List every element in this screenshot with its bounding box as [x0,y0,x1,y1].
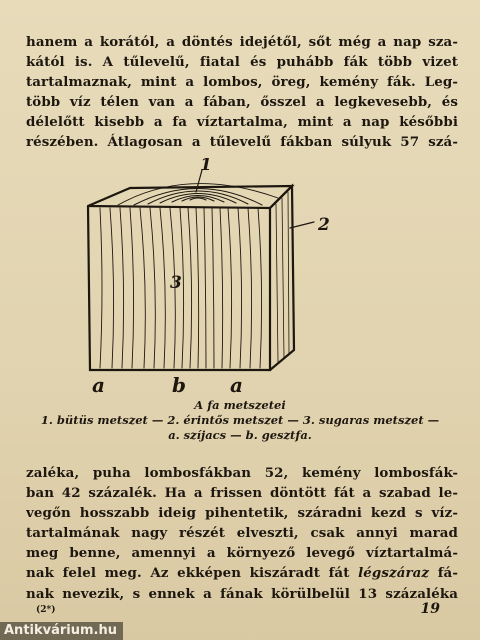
figure-label-2: 2 [318,215,330,235]
figure-label-b: b [172,373,186,396]
top-paragraph [26,32,458,153]
text-line: meg benne, amennyi a környező levegő víztartalmá- [26,545,458,562]
caption-line: 1. bütüs metszet — 2. érintős metszet — 3. sugaras metszet — [40,413,440,427]
figure-label-3: 3 [170,273,182,293]
text-fragment: fá- [429,565,458,582]
figure-label-a-right: a [230,373,243,396]
caption-title: A fa metszetei [194,398,286,412]
wood-block-drawing [88,170,314,370]
text-line [26,563,458,583]
text-line: nak nevezik, s ennek a fának körülbelül 13 százaléka [26,585,458,602]
wood-section-illustration [78,158,350,396]
watermark-logo: Antikvárium.hu [0,622,123,640]
emphasized-term: légszáraz [358,565,430,582]
text-line: délelőtt kisebb a fa víztartalma, mint a nap későbbi [26,114,458,131]
text-line: több víz télen van a fában, ősszel a legkevesebb, és [26,94,458,111]
text-line: zaléka, puha lombosfákban 52, kemény lombosfák- [26,465,458,481]
caption-line: a. szíjacs — b. gesztfa. [168,428,312,442]
text-line: vegőn hosszabb ideig pihentetik, száradni kezd s víz- [26,505,458,522]
text-line: hanem a korától, a döntés idejétől, sőt még a nap sza- [26,34,458,50]
page-number: 19 [420,601,440,617]
text-line: ban 42 százalék. Ha a frissen döntött fát a szabad le- [26,485,458,502]
text-line: tartalmának nagy részét elveszti, csak annyi marad [26,525,458,542]
figure-label-a-left: a [92,373,105,396]
signature-mark: (2*) [36,605,56,615]
text-line: kától is. A tűlevelű, fiatal és puhább fák több vizet [26,54,458,71]
figure-label-1: 1 [200,158,212,175]
text-line: tartalmaznak, mint a lombos, öreg, kemény fák. Leg- [26,74,458,91]
text-line: részében. Átlagosan a tűlevelű fákban súlyuk 57 szá- [26,134,458,151]
bottom-paragraph [26,463,458,604]
text-fragment: nak felel meg. Az ekképen kiszáradt fát [26,565,359,582]
figure-caption [20,398,460,443]
